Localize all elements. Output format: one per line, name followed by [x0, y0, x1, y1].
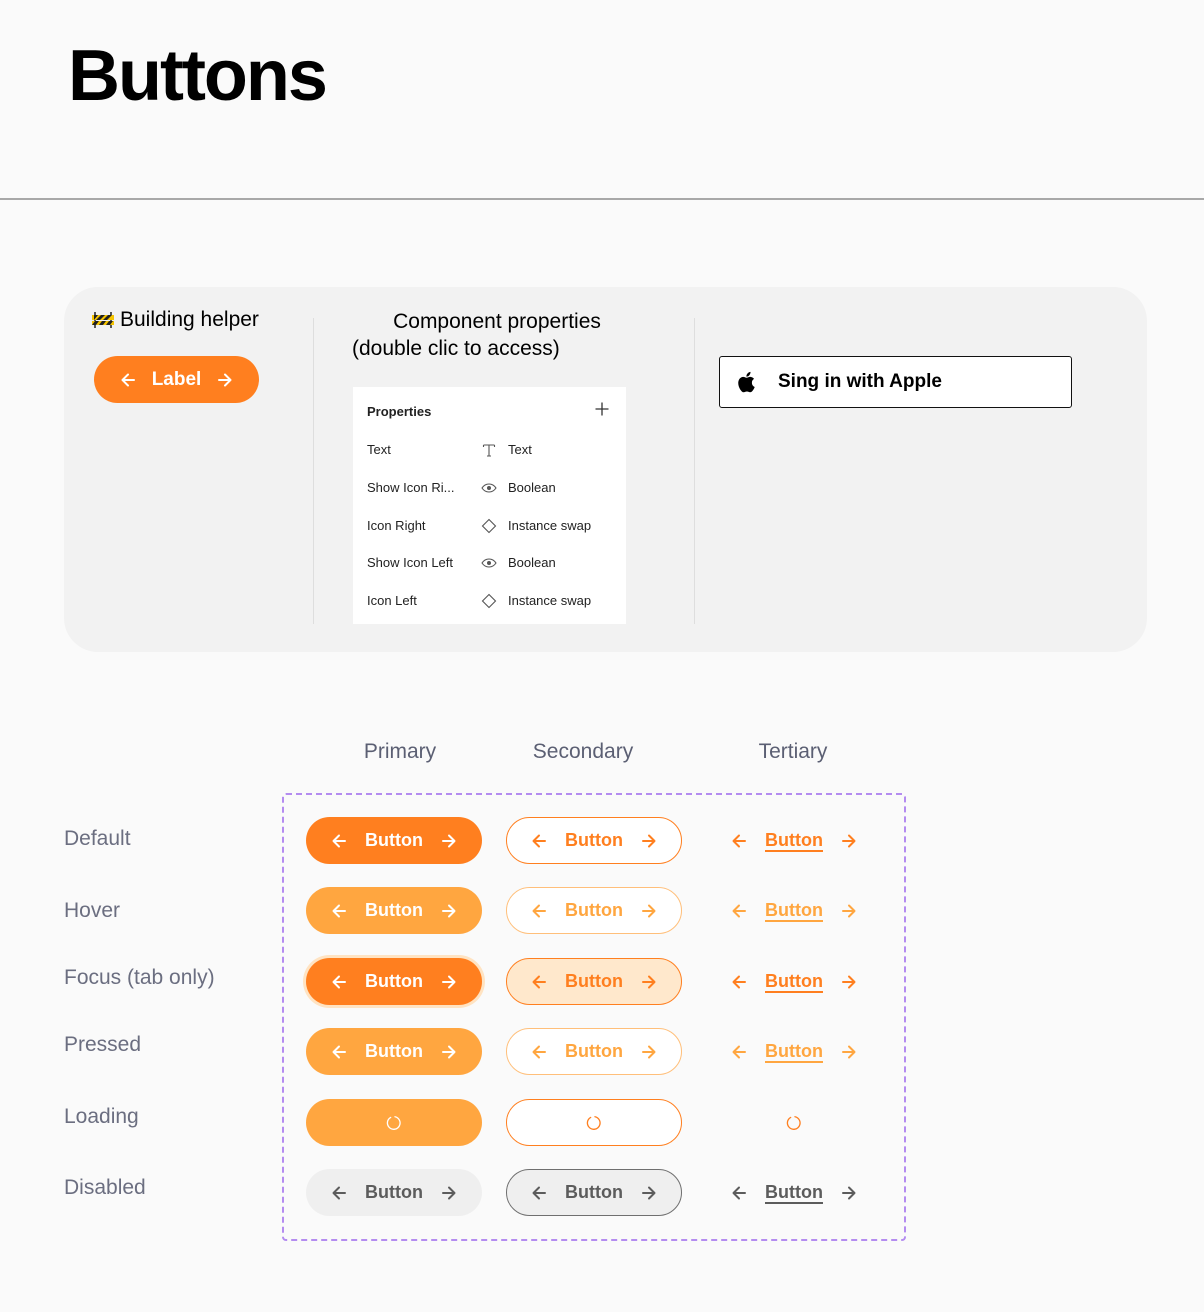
button-label: Button [765, 1182, 823, 1202]
component-properties-heading [352, 308, 642, 362]
button-label: Button [765, 830, 823, 850]
arrow-right-icon [441, 1044, 457, 1060]
tertiary-button-hover[interactable] [706, 887, 882, 934]
button-label: Button [365, 1182, 423, 1202]
row-label-loading: Loading [64, 1105, 139, 1128]
arrow-right-icon [217, 372, 233, 388]
helper-label-text: Label [151, 368, 202, 390]
arrow-right-icon [441, 833, 457, 849]
primary-button-disabled[interactable] [306, 1169, 482, 1216]
arrow-left-icon [531, 974, 547, 990]
helper-label-button[interactable] [94, 356, 259, 403]
property-name: Icon Right [367, 518, 426, 533]
property-type: Boolean [508, 480, 556, 495]
button-label: Button [365, 900, 423, 920]
secondary-button-disabled[interactable] [506, 1169, 682, 1216]
button-label: Button [765, 900, 823, 920]
arrow-right-icon [441, 903, 457, 919]
arrow-left-icon [531, 903, 547, 919]
property-type: Boolean [508, 555, 556, 570]
arrow-left-icon [331, 833, 347, 849]
button-label: Button [565, 1182, 623, 1202]
secondary-button-default[interactable] [506, 817, 682, 864]
tertiary-button-loading[interactable] [706, 1099, 882, 1146]
apple-button-label: Sing in with Apple [778, 371, 942, 392]
loading-spinner-icon [586, 1115, 602, 1131]
arrow-right-icon [841, 1044, 857, 1060]
arrow-left-icon [331, 974, 347, 990]
property-type: Text [508, 442, 532, 457]
property-type: Instance swap [508, 593, 592, 608]
building-helper-heading [92, 308, 259, 332]
loading-spinner-icon [386, 1115, 402, 1131]
row-label-default: Default [64, 827, 131, 850]
arrow-left-icon [531, 833, 547, 849]
eye-icon [481, 480, 497, 496]
button-label: Button [365, 830, 423, 850]
arrow-right-icon [641, 1044, 657, 1060]
arrow-left-icon [120, 372, 136, 388]
row-label-disabled: Disabled [64, 1176, 146, 1199]
arrow-left-icon [331, 1185, 347, 1201]
tertiary-button-disabled[interactable] [706, 1169, 882, 1216]
arrow-right-icon [641, 1185, 657, 1201]
arrow-left-icon [531, 1185, 547, 1201]
button-label: Button [565, 900, 623, 920]
properties-heading: Properties [367, 404, 432, 419]
arrow-left-icon [531, 1044, 547, 1060]
arrow-right-icon [841, 1185, 857, 1201]
property-row[interactable] [367, 516, 617, 536]
column-header-primary: Primary [363, 740, 437, 763]
panel-separator [694, 318, 695, 624]
arrow-left-icon [731, 1044, 747, 1060]
arrow-right-icon [441, 974, 457, 990]
button-label: Button [365, 1041, 423, 1061]
eye-icon [481, 555, 497, 571]
props-title-line1: Component properties [393, 310, 601, 333]
secondary-button-focus[interactable] [506, 958, 682, 1005]
row-label-pressed: Pressed [64, 1033, 142, 1056]
arrow-right-icon [841, 903, 857, 919]
construction-barrier-icon [92, 312, 114, 328]
button-label: Button [565, 1041, 623, 1061]
arrow-left-icon [331, 1044, 347, 1060]
text-type-icon [481, 442, 497, 458]
property-type: Instance swap [508, 518, 592, 533]
loading-spinner-icon [786, 1115, 802, 1131]
properties-panel [353, 387, 626, 624]
tertiary-button-default[interactable] [706, 817, 882, 864]
diamond-icon [481, 593, 497, 609]
diamond-icon [481, 518, 497, 534]
property-name: Icon Left [367, 593, 417, 608]
property-row[interactable] [367, 591, 617, 611]
header-divider [0, 198, 1204, 200]
row-label-focus: Focus (tab only) [64, 966, 215, 989]
property-row[interactable] [367, 440, 617, 460]
arrow-left-icon [731, 1185, 747, 1201]
primary-button-default[interactable] [306, 817, 482, 864]
primary-button-pressed[interactable] [306, 1028, 482, 1075]
button-label: Button [565, 830, 623, 850]
props-title-line2: (double clic to access) [352, 337, 560, 360]
arrow-right-icon [641, 974, 657, 990]
plus-icon[interactable] [594, 401, 610, 417]
secondary-button-loading[interactable] [506, 1099, 682, 1146]
primary-button-loading[interactable] [306, 1099, 482, 1146]
property-name: Show Icon Ri... [367, 480, 455, 495]
panel-separator [313, 318, 314, 624]
secondary-button-hover[interactable] [506, 887, 682, 934]
property-row[interactable] [367, 478, 617, 498]
arrow-left-icon [331, 903, 347, 919]
row-label-hover: Hover [64, 899, 121, 922]
property-row[interactable] [367, 553, 617, 573]
column-header-secondary: Secondary [532, 740, 634, 763]
primary-button-focus[interactable] [306, 958, 482, 1005]
arrow-left-icon [731, 903, 747, 919]
property-name: Show Icon Left [367, 555, 453, 570]
secondary-button-pressed[interactable] [506, 1028, 682, 1075]
arrow-right-icon [641, 903, 657, 919]
arrow-right-icon [441, 1185, 457, 1201]
arrow-right-icon [841, 974, 857, 990]
column-header-tertiary: Tertiary [758, 740, 828, 763]
tertiary-button-focus[interactable] [706, 958, 882, 1005]
arrow-left-icon [731, 974, 747, 990]
button-label: Button [365, 971, 423, 991]
arrow-right-icon [841, 833, 857, 849]
tertiary-button-pressed[interactable] [706, 1028, 882, 1075]
apple-logo-icon [736, 370, 758, 394]
button-label: Button [765, 971, 823, 991]
property-name: Text [367, 442, 391, 457]
primary-button-hover[interactable] [306, 887, 482, 934]
arrow-left-icon [731, 833, 747, 849]
sign-in-with-apple-button[interactable] [719, 356, 1072, 408]
building-helper-title: Building helper [120, 308, 259, 331]
arrow-right-icon [641, 833, 657, 849]
button-label: Button [565, 971, 623, 991]
page-title: Buttons [68, 36, 326, 116]
button-label: Button [765, 1041, 823, 1061]
